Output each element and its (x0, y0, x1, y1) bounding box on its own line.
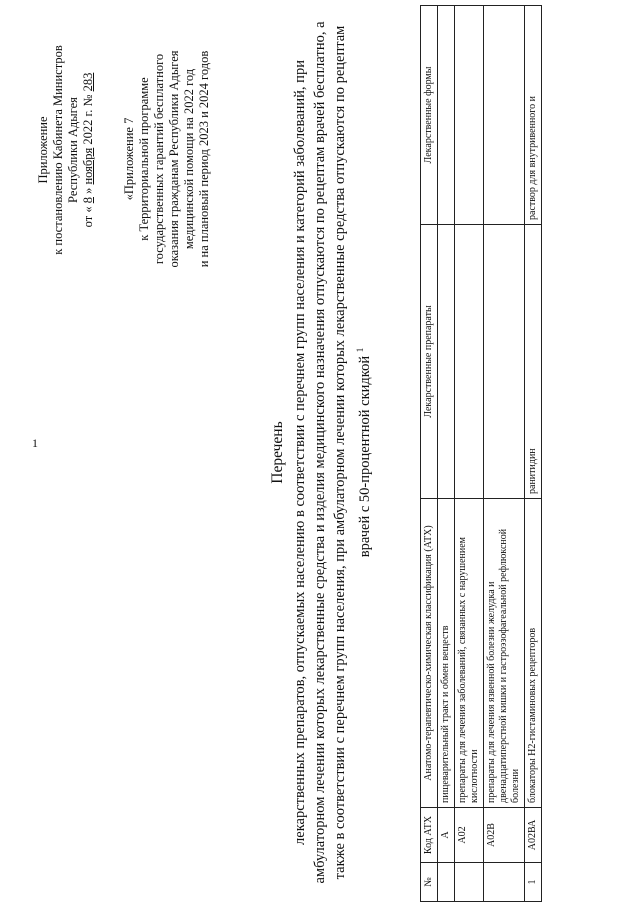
cell-code: А02 (455, 808, 484, 863)
cell-number (455, 863, 484, 902)
cell-number: 1 (525, 863, 542, 902)
header-classification: Анатомо-терапевтическо-химическая классификация (АТХ) (421, 499, 438, 808)
header-drugs: Лекарственные препараты (421, 225, 438, 499)
table-row (484, 6, 525, 902)
cell-drug (484, 225, 525, 499)
annex-line: и на плановый период 2023 и 2024 годов (197, 50, 211, 268)
cell-drug (438, 225, 455, 499)
approval-line: Республики Адыгея (66, 97, 80, 203)
table-row (455, 6, 484, 902)
approval-line: к постановлению Кабинета Министров (51, 45, 65, 255)
cell-classification: пищеварительный тракт и обмен веществ (438, 499, 455, 808)
cell-classification: препараты для лечения язвенной болезни желудка и двенадцатиперстной кишки и гастроэзофагеальной рефлюксной болезни (484, 499, 525, 808)
header-number: № (421, 863, 438, 902)
table-header-row (421, 6, 438, 902)
annex-line: «Приложение 7 (122, 117, 136, 201)
header-code: Код АТХ (421, 808, 438, 863)
header-forms: Лекарственные формы (421, 6, 438, 225)
date-mid: » (81, 187, 95, 194)
table-row (438, 6, 455, 902)
cell-code: А02ВА (525, 808, 542, 863)
cell-drug: ранитидин (525, 225, 542, 499)
approval-date (81, 15, 96, 285)
cell-form (438, 6, 455, 225)
approval-line: Приложение (36, 116, 50, 184)
annex-line: медицинской помощи на 2022 год (182, 68, 196, 250)
title-heading: Перечень (269, 421, 286, 484)
cell-drug (455, 225, 484, 499)
cell-classification: блокаторы Н2-гистаминовых рецепторов (525, 499, 542, 808)
table-row (525, 6, 542, 902)
annex-line: государственных гарантий бесплатного (152, 53, 166, 265)
cell-code: А (438, 808, 455, 863)
approval-block (36, 15, 96, 285)
annex-line: к Территориальной программе (137, 77, 151, 241)
title-body: лекарственных препаратов, отпускаемых населению в соответствии с перечнем групп населения и категорий заболеваний, при амбулаторном лечении которых лекарственные средства и изделия медицинского назначения отпускаются по рецептам врачей бесплатно, а также в соответствии с перечнем групп населения, при амбулаторном лечении которых лекарственные средства отпускаются по рецептам врачей с 50-процентной скидкой (292, 21, 373, 884)
document-title (268, 20, 375, 885)
annex-block (122, 11, 212, 307)
cell-number (438, 863, 455, 902)
cell-number (484, 863, 525, 902)
cell-code: А02В (484, 808, 525, 863)
footnote-mark: 1 (355, 347, 365, 353)
cell-classification: препараты для лечения заболеваний, связанных с нарушением кислотности (455, 499, 484, 808)
drug-table (420, 5, 542, 902)
cell-form (455, 6, 484, 225)
date-prefix: от « (81, 206, 95, 228)
date-day: 8 (81, 197, 95, 204)
page-number: 1 (32, 436, 38, 450)
date-month: ноября (81, 147, 95, 185)
decree-number: 283 (81, 72, 95, 92)
cell-form (484, 6, 525, 225)
date-year: 2022 г. № (81, 94, 95, 145)
cell-form: раствор для внутривенного и (525, 6, 542, 225)
annex-line: оказания гражданам Республики Адыгея (167, 50, 181, 268)
